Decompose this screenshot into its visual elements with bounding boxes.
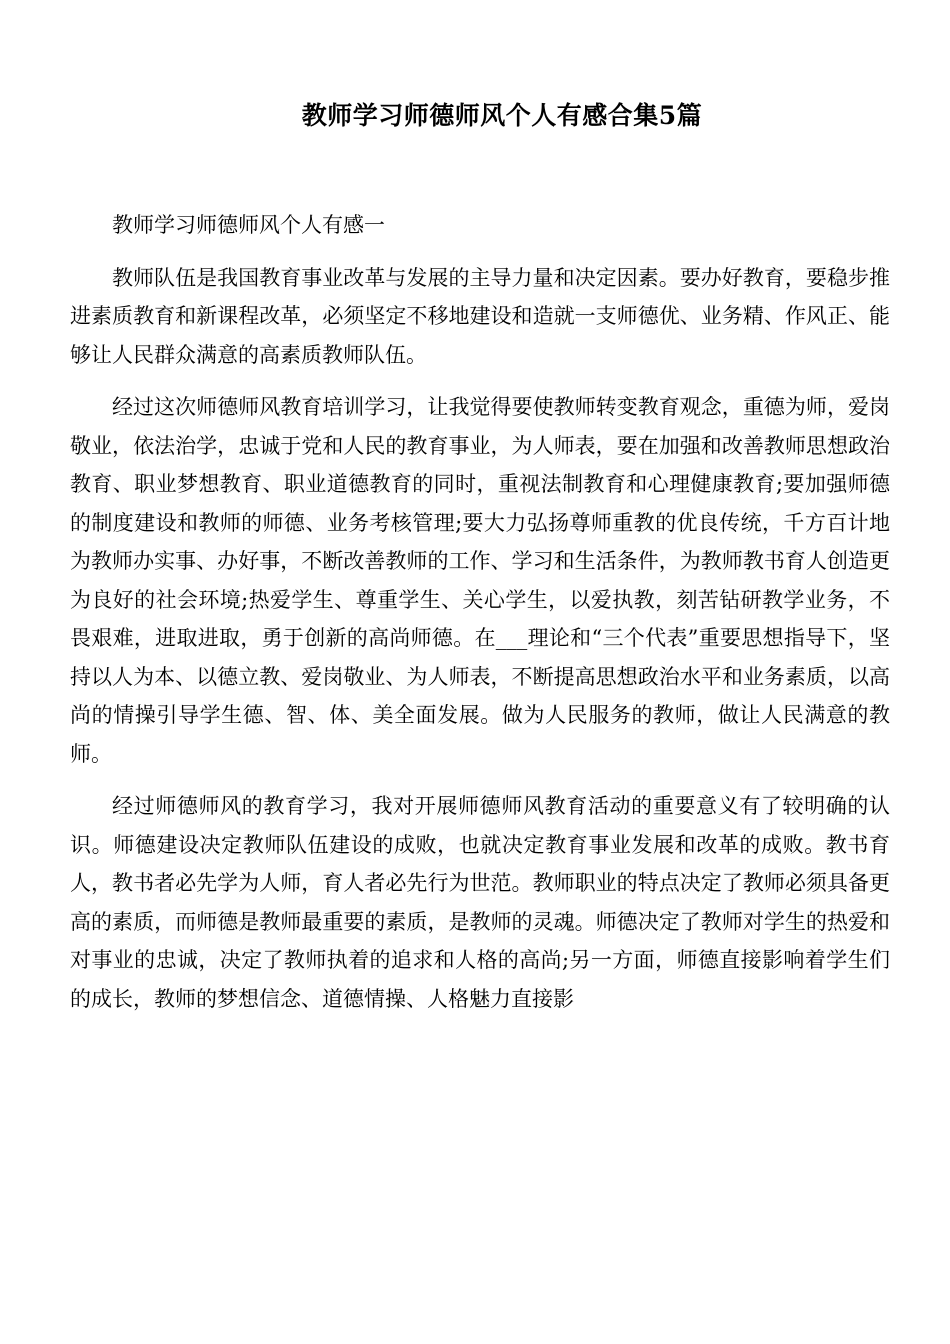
body-paragraph-2: 经过这次师德师风教育培训学习，让我觉得要使教师转变教育观念，重德为师，爱岗敬业，依法治学，忠诚于党和人民的教育事业，为人师表，要在加强和改善教师思想政治教育、职业梦想教育、职业道德教育的同时，重视法制教育和心理健康教育;要加强师德的制度建设和教师的师德、业务考核管理;要大力弘扬尊师重教的优良传统，千方百计地为教师办实事、办好事，不断改善教师的工作、学习和生活条件，为教师教书育人创造更为良好的社会环境;热爱学生、尊重学生、关心学生，以爱执教，刻苦钻研教学业务，不畏艰难，进取进取，勇于创新的高尚师德。在___理论和“三个代表”重要思想指导下，坚持以人为本、以德立教、爱岗敬业、为人师表，不断提高思想政治水平和业务素质，以高尚的情操引导学生德、智、体、美全面发展。做为人民服务的教师，做让人民满意的教师。 [70,395,890,766]
body-paragraph-1: 教师队伍是我国教育事业改革与发展的主导力量和决定因素。要办好教育，要稳步推进素质教育和新课程改革，必须坚定不移地建设和造就一支师德优、业务精、作风正、能够让人民群众满意的高素质教师队伍。 [70,265,890,367]
document-title: 教师学习师德师风个人有感合集5篇 [301,101,703,130]
section-heading: 教师学习师德师风个人有感一 [112,213,385,237]
document-body [70,206,890,1032]
body-paragraph-3: 经过师德师风的教育学习，我对开展师德师风教育活动的重要意义有了较明确的认识。师德建设决定教师队伍建设的成败，也就决定教育事业发展和改革的成败。教书育人，教书者必先学为人师，育人者必先行为世范。教师职业的特点决定了教师必须具备更高的素质，而师德是教师最重要的素质，是教师的灵魂。师德决定了教师对学生的热爱和对事业的忠诚，决定了教师执着的追求和人格的高尚;另一方面，师德直接影响着学生们的成长，教师的梦想信念、道德情操、人格魅力直接影 [70,794,890,1011]
